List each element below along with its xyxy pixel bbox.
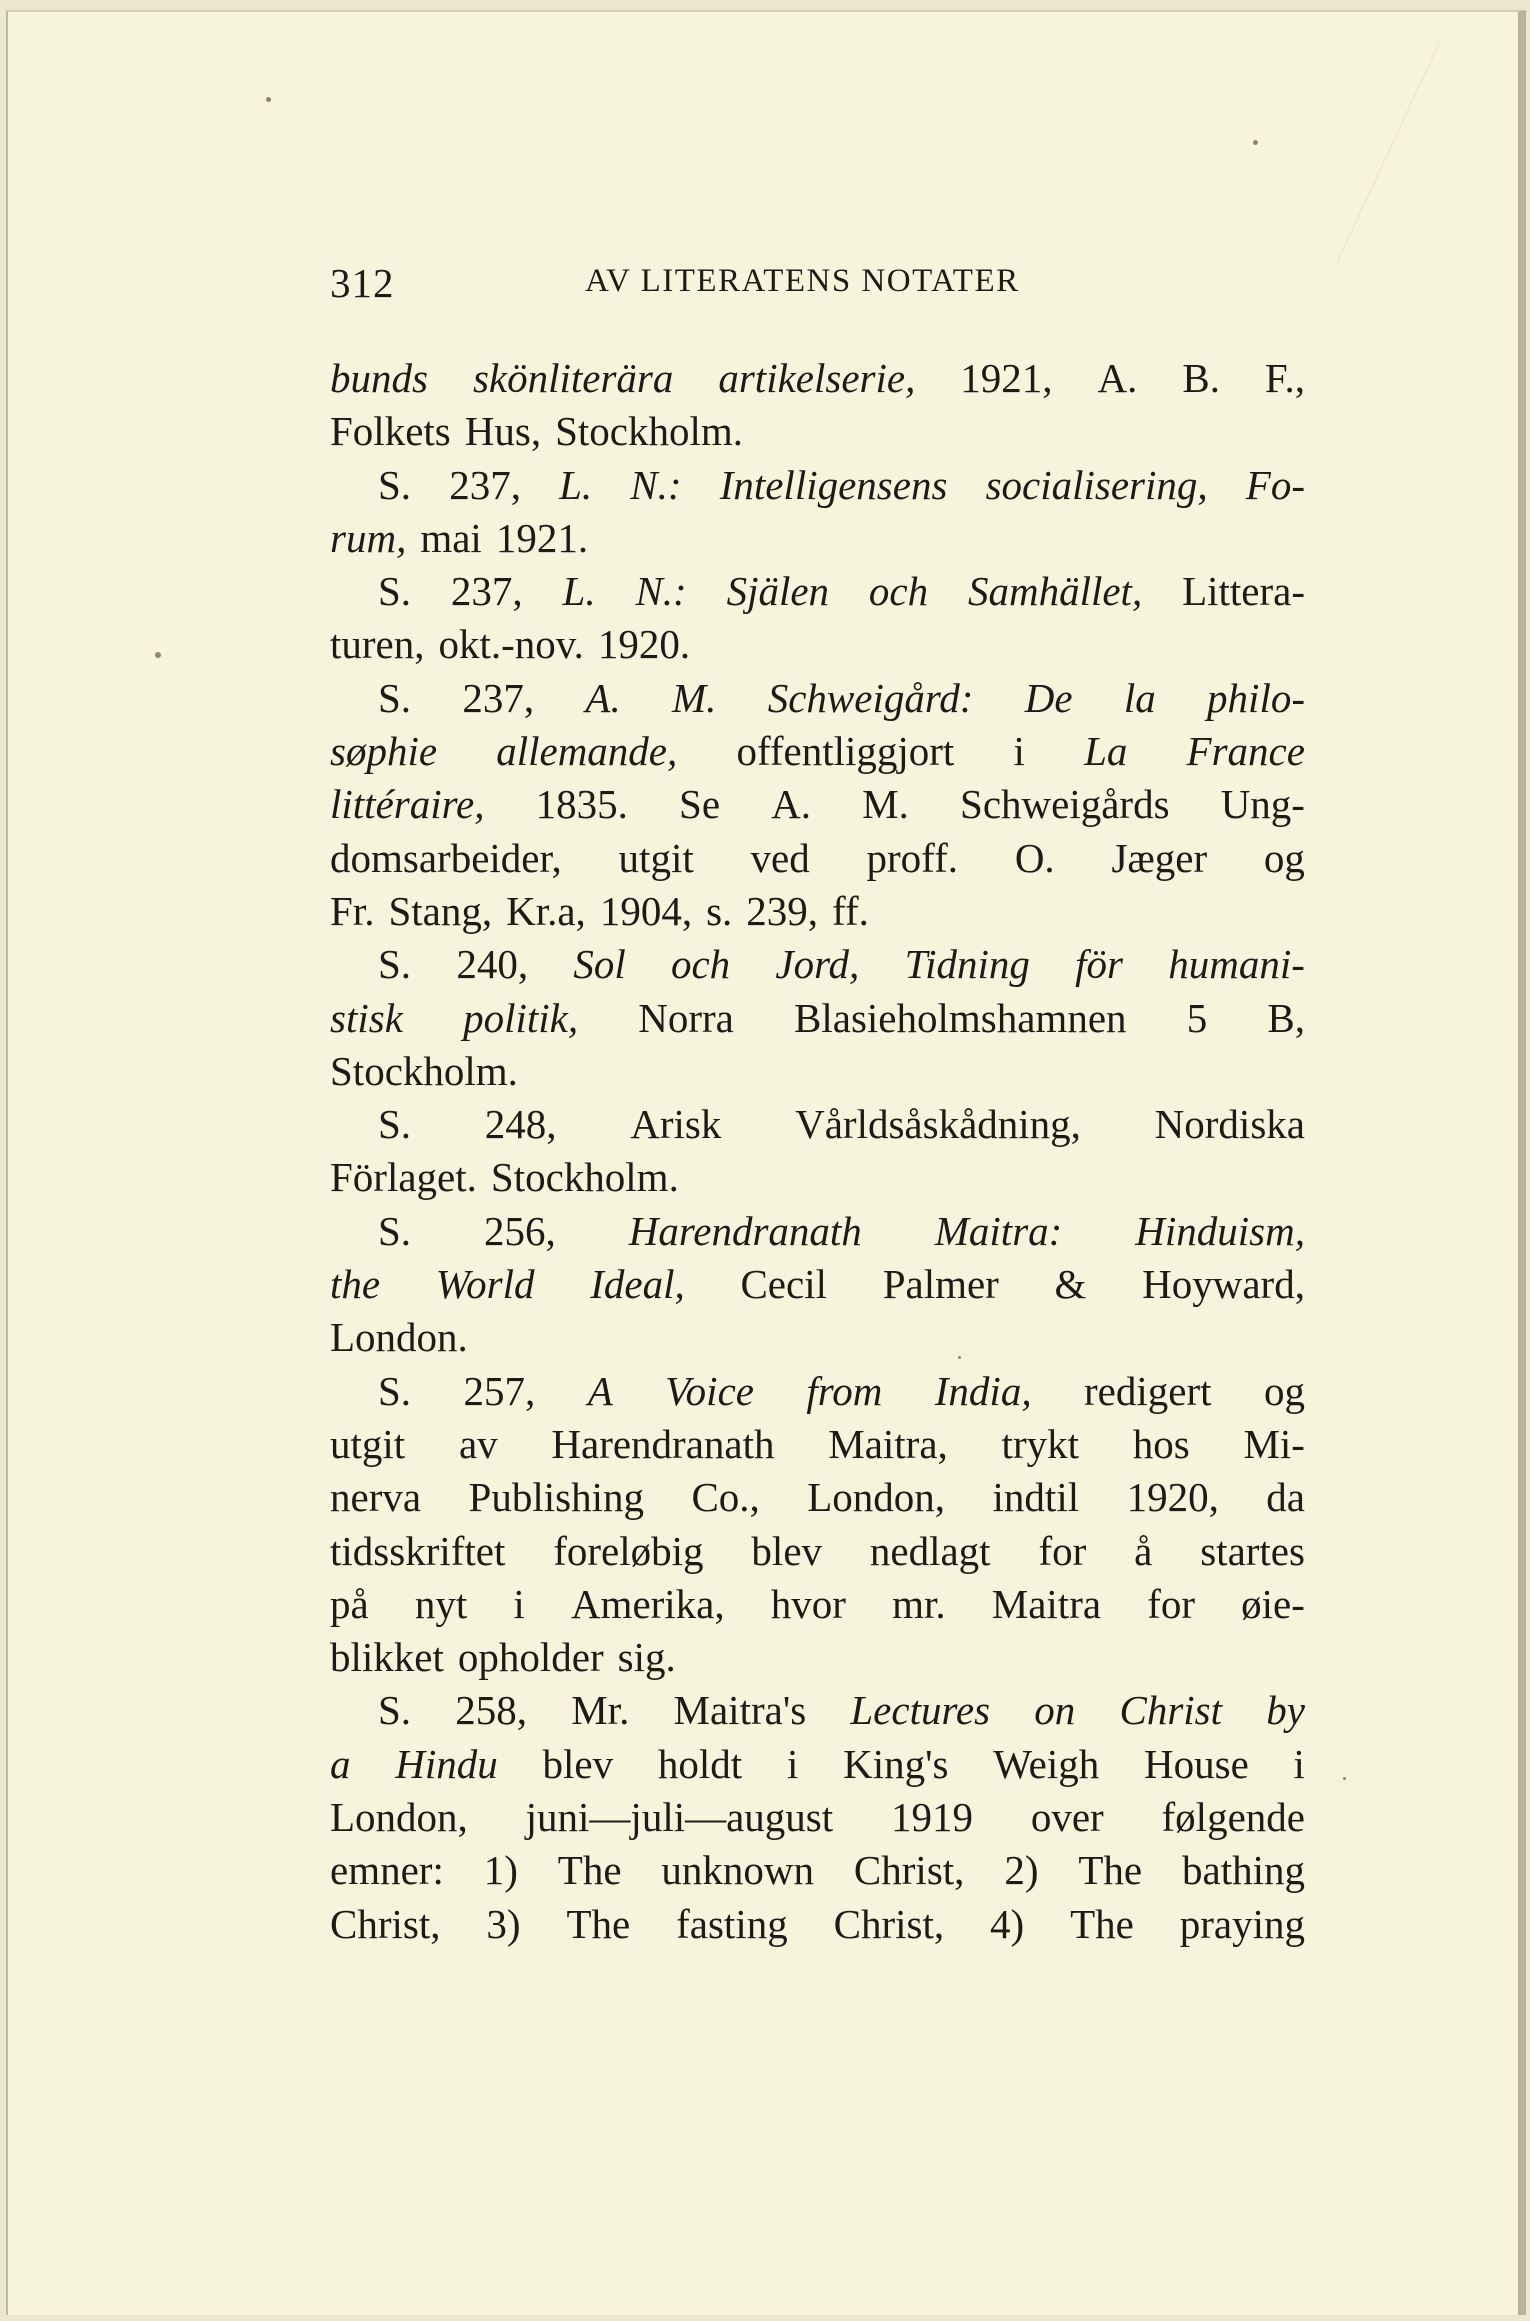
word: F., [1264, 355, 1305, 401]
word: för [1075, 941, 1123, 988]
word: och [868, 568, 929, 615]
word: 239, [746, 887, 819, 934]
word: nedlagt [869, 1527, 991, 1574]
word: Palmer [882, 1261, 999, 1308]
word: Lectures [850, 1687, 991, 1734]
word: trykt [1001, 1420, 1079, 1467]
word: stisk [330, 994, 403, 1041]
word: Christ, [330, 1900, 441, 1947]
word: Samhället, [967, 568, 1143, 615]
paper-speck [155, 652, 161, 658]
text-line [330, 459, 1305, 512]
word: N.: [635, 568, 687, 615]
word: utgit [330, 1420, 406, 1467]
word: O. [1014, 834, 1055, 881]
word: Tidning [904, 941, 1030, 988]
word: The [566, 1900, 631, 1947]
word: emner: [330, 1847, 444, 1894]
word: London, [330, 1794, 468, 1841]
word: blikket [330, 1634, 444, 1681]
word: 3) [486, 1900, 521, 1947]
word: A [587, 1367, 613, 1414]
word: av [458, 1420, 498, 1467]
text-line [330, 1098, 1305, 1151]
word: the [330, 1261, 381, 1308]
word: Blasieholmshamnen [794, 994, 1127, 1041]
word: S. [378, 1367, 412, 1414]
word: 4) [990, 1900, 1025, 1947]
body-text [330, 352, 1305, 1951]
word: Hindu [395, 1740, 498, 1787]
word: Cecil [740, 1261, 827, 1308]
word: mai [420, 514, 482, 561]
word: Schweigårds [960, 781, 1170, 828]
word: i [1293, 1740, 1305, 1787]
word: Själen [726, 568, 830, 615]
word: Voice [665, 1367, 754, 1414]
word: Norra [638, 994, 734, 1041]
word: 1921. [495, 514, 589, 561]
word: humani- [1168, 941, 1305, 988]
word: Vårldsåskådning, [795, 1101, 1081, 1148]
word: Hus, [464, 408, 542, 455]
text-line [330, 1151, 1305, 1204]
word: i [513, 1580, 525, 1627]
word: indtil [992, 1474, 1080, 1521]
word: from [806, 1367, 883, 1414]
word: M. [862, 781, 909, 828]
word: 248, [484, 1101, 557, 1148]
word: Harendranath [628, 1207, 862, 1254]
text-line [330, 1525, 1305, 1578]
word: Ung- [1220, 781, 1305, 828]
word: Jord, [775, 941, 860, 988]
text-line [330, 1365, 1305, 1418]
word: Schweigård: [767, 674, 974, 721]
word: 240, [456, 941, 529, 988]
word: søphie [330, 728, 438, 775]
text-line [330, 1205, 1305, 1258]
word: Se [679, 781, 721, 828]
word: Christ, [833, 1900, 945, 1947]
word: Kr.a, [506, 887, 586, 934]
word: Maitra [991, 1580, 1102, 1627]
word: opholder [457, 1634, 604, 1681]
word: 2) [1004, 1847, 1039, 1894]
word: Förlaget. [330, 1154, 477, 1201]
word: De [1024, 674, 1073, 721]
word: blev [751, 1527, 823, 1574]
word: Stockholm. [330, 1047, 518, 1094]
word: 1921, [960, 355, 1053, 401]
word: littéraire, [330, 781, 485, 828]
word: 256, [484, 1207, 556, 1254]
word: Jæger [1111, 834, 1208, 881]
text-line [330, 1791, 1305, 1844]
text-line [330, 618, 1305, 671]
word: da [1266, 1474, 1305, 1521]
word: for [1038, 1527, 1087, 1574]
word: blev [542, 1740, 614, 1787]
word: Publishing [468, 1474, 644, 1521]
word: s. [706, 887, 733, 934]
word: The [557, 1847, 622, 1894]
word: philo- [1207, 674, 1305, 721]
word: on [1034, 1687, 1076, 1734]
word: 1835. [535, 781, 628, 828]
word: mr. [892, 1580, 946, 1627]
word: Fo- [1245, 461, 1305, 508]
word: offentliggjort [736, 728, 955, 775]
word: 1920. [597, 621, 691, 668]
word: Stockholm. [555, 408, 744, 455]
word: B. [1182, 355, 1220, 401]
paper-speck [1343, 1777, 1346, 1780]
word: Co., [691, 1474, 760, 1521]
word: King's [843, 1740, 949, 1787]
text-line [330, 1684, 1305, 1737]
text-line [330, 512, 1305, 565]
word: på [330, 1580, 369, 1627]
word: domsarbeider, [330, 834, 562, 881]
word: 257, [463, 1367, 536, 1414]
text-line [330, 832, 1305, 885]
word: nerva [330, 1474, 422, 1521]
word: politik, [463, 994, 579, 1041]
word: praying [1179, 1900, 1305, 1947]
word: N.: [630, 461, 682, 508]
word: Arisk [630, 1101, 722, 1148]
word: Maitra, [828, 1420, 948, 1467]
word: tidsskriftet [330, 1527, 506, 1574]
word: fasting [676, 1900, 788, 1947]
word: a [330, 1740, 351, 1787]
word: S. [378, 941, 412, 988]
word: Fr. [330, 887, 375, 934]
word: 5 [1186, 994, 1208, 1041]
word: i [786, 1740, 799, 1787]
word: The [1078, 1847, 1143, 1894]
word: for [1147, 1580, 1196, 1627]
word: hvor [770, 1580, 846, 1627]
word: Mr. [571, 1687, 630, 1734]
word: A. [585, 674, 621, 721]
word: Hoyward, [1142, 1261, 1305, 1308]
word: nyt [414, 1580, 468, 1627]
word: M. [672, 674, 717, 721]
word: Folkets [330, 408, 451, 455]
word: Stockholm. [490, 1154, 679, 1201]
word: sig. [617, 1634, 676, 1681]
word: øie- [1241, 1580, 1305, 1627]
word: A. [1097, 355, 1138, 401]
text-line [330, 1738, 1305, 1791]
word: by [1266, 1687, 1305, 1734]
page-number: 312 [330, 260, 395, 306]
word: Stang, [388, 887, 493, 934]
word: rum, [330, 514, 407, 561]
word: redigert [1084, 1367, 1212, 1414]
word: The [1070, 1900, 1134, 1947]
word: og [1263, 834, 1305, 881]
word: i [1013, 728, 1025, 775]
word: juni—juli—august [525, 1794, 834, 1841]
text-line [330, 938, 1305, 991]
word: holdt [657, 1740, 743, 1787]
word: og [1263, 1367, 1305, 1414]
word: Amerika, [570, 1580, 725, 1627]
text-line [330, 1418, 1305, 1471]
word: følgende [1161, 1794, 1305, 1841]
text-line [330, 565, 1305, 618]
word: 1904, [599, 887, 693, 934]
running-head: AV LITERATENS NOTATER [585, 263, 1020, 299]
word: Christ, [853, 1847, 965, 1894]
text-line [330, 1258, 1305, 1311]
text-line [330, 992, 1305, 1045]
word: Maitra's [673, 1687, 807, 1734]
word: allemande, [496, 728, 678, 775]
word: Christ [1119, 1687, 1223, 1734]
word: S. [378, 1101, 412, 1148]
word: socialisering, [985, 461, 1208, 508]
word: B, [1267, 994, 1305, 1041]
word: utgit [618, 834, 694, 881]
word: London. [330, 1314, 468, 1361]
word: over [1030, 1794, 1104, 1841]
word: Ideal, [590, 1261, 685, 1308]
word: S. [378, 568, 412, 615]
word: och [670, 941, 731, 988]
word: World [435, 1261, 535, 1308]
page-header [330, 255, 1330, 315]
word: artikelserie, [718, 355, 916, 401]
word: India, [934, 1367, 1032, 1414]
text-line [330, 405, 1305, 458]
word: å [1134, 1527, 1153, 1574]
word: A. [771, 781, 812, 828]
word: turen, [330, 621, 425, 668]
word: 237, [450, 568, 523, 615]
word: Mi- [1243, 1420, 1305, 1467]
word: Hinduism, [1135, 1207, 1305, 1254]
word: Intelligensens [719, 461, 948, 508]
word: La [1084, 728, 1128, 775]
word: 237, [449, 461, 521, 508]
text-line [330, 725, 1305, 778]
word: okt.-nov. [438, 621, 584, 668]
word: Harendranath [551, 1420, 775, 1467]
word: L. [559, 461, 593, 508]
word: startes [1200, 1527, 1305, 1574]
text-line [330, 1631, 1305, 1684]
word: bathing [1182, 1847, 1305, 1894]
word: France [1186, 728, 1305, 775]
text-line [330, 1898, 1305, 1951]
text-line [330, 1844, 1305, 1897]
word: 258, [455, 1687, 528, 1734]
text-line [330, 885, 1305, 938]
word: & [1054, 1261, 1087, 1308]
word: Littera- [1182, 568, 1305, 615]
paper-crease [1337, 42, 1530, 262]
paper-speck [266, 97, 271, 102]
word: foreløbig [553, 1527, 704, 1574]
word: S. [378, 674, 412, 721]
text-line [330, 1045, 1305, 1098]
word: Sol [573, 941, 626, 988]
paper-speck [1253, 140, 1258, 145]
text-line [330, 352, 1305, 405]
word: unknown [661, 1847, 815, 1894]
word: Weigh [993, 1740, 1100, 1787]
text-line [330, 1578, 1305, 1631]
word: ff. [832, 887, 869, 934]
word: 1) [483, 1847, 518, 1894]
text-line [330, 778, 1305, 831]
word: skönliterära [472, 355, 674, 401]
word: 1920, [1126, 1474, 1219, 1521]
text-line [330, 1471, 1305, 1524]
word: bunds [330, 355, 428, 401]
word: proff. [866, 834, 959, 881]
word: S. [378, 1207, 412, 1254]
word: S. [378, 1687, 412, 1734]
text-line [330, 672, 1305, 725]
word: House [1144, 1740, 1249, 1787]
word: Maitra: [934, 1207, 1063, 1254]
word: London, [807, 1474, 946, 1521]
word: 1919 [890, 1794, 973, 1841]
word: la [1123, 674, 1156, 721]
word: S. [378, 461, 412, 508]
text-line [330, 1311, 1305, 1364]
word: 237, [462, 674, 535, 721]
word: hos [1132, 1420, 1190, 1467]
word: ved [750, 834, 810, 881]
word: Nordiska [1154, 1101, 1305, 1148]
word: L. [562, 568, 596, 615]
